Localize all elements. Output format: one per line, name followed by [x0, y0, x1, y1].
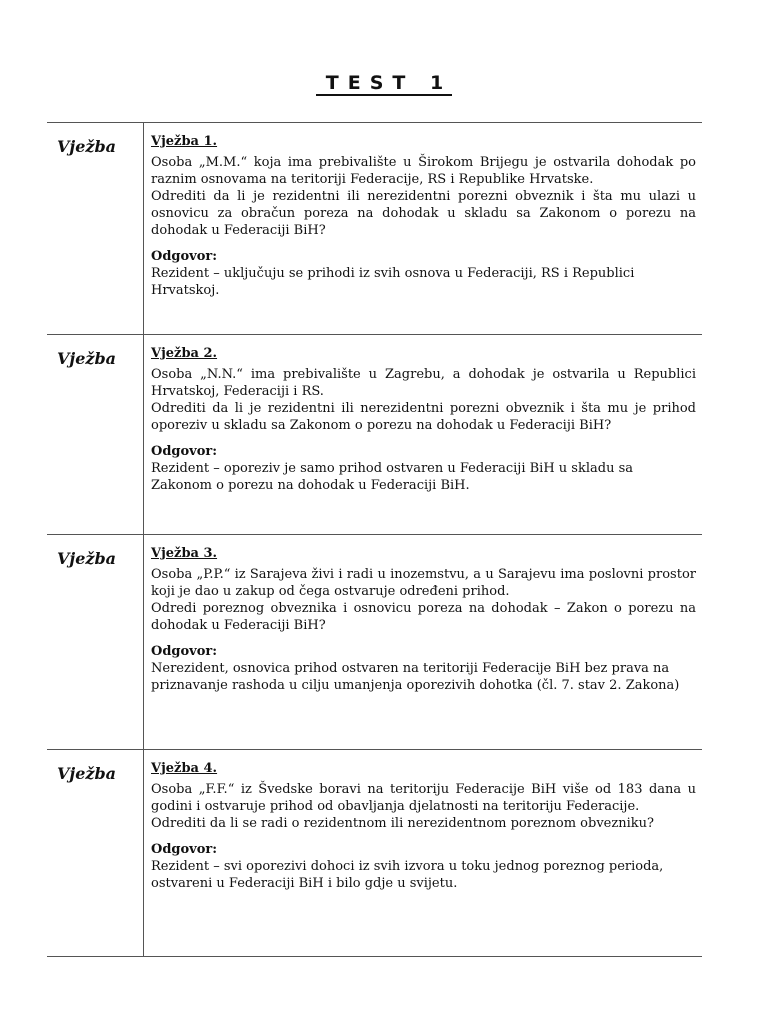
row-content-cell — [144, 750, 702, 956]
question-part-1: Osoba „N.N.“ ima prebivalište u Zagrebu, a dohodak je ostvarila u Republici Hrvatskoj, Federaciji i RS. — [151, 367, 696, 399]
row-label: Vježba — [57, 549, 117, 568]
exercise-table — [47, 122, 702, 957]
row-label: Vježba — [57, 764, 117, 783]
answer-block — [151, 643, 696, 694]
exercise-question — [151, 154, 696, 239]
page-title — [0, 70, 768, 96]
answer-text: Rezident – oporeziv je samo prihod ostvaren u Federaciji BiH u skladu sa Zakonom o porezu na dohodak u Federaciji BiH. — [151, 461, 634, 493]
page-title-text: TEST 1 — [316, 72, 452, 96]
row-label: Vježba — [57, 137, 117, 156]
row-label-cell — [47, 750, 144, 956]
answer-text: Nerezident, osnovica prihod ostvaren na teritoriji Federacije BiH bez prava na priznavanje rashoda u cilju umanjenja oporezivih dohotka (čl. 7. stav 2. Zakona) — [151, 661, 680, 693]
answer-label: Odgovor: — [151, 249, 218, 264]
question-part-1: Osoba „F.F.“ iz Švedske boravi na teritoriju Federacije BiH više od 183 dana u godini i ostvaruje prihod od obavljanja djelatnosti na teritoriju Federacije. — [151, 782, 696, 814]
answer-block — [151, 443, 696, 494]
exercise-row-3 — [47, 535, 702, 750]
exercise-title: Vježba 2. — [151, 346, 218, 361]
exercise-title: Vježba 4. — [151, 761, 218, 776]
row-content-cell — [144, 535, 702, 749]
exercise-title: Vježba 1. — [151, 134, 218, 149]
answer-label: Odgovor: — [151, 644, 218, 659]
row-label-cell — [47, 535, 144, 749]
row-content-cell — [144, 123, 702, 334]
exercise-row-1 — [47, 123, 702, 335]
row-label-cell — [47, 335, 144, 534]
question-part-1: Osoba „M.M.“ koja ima prebivalište u Širokom Brijegu je ostvarila dohodak po raznim osnovama na teritoriji Federacije, RS i Republike Hrvatske. — [151, 155, 696, 187]
answer-block — [151, 248, 696, 299]
row-label: Vježba — [57, 349, 117, 368]
exercise-question — [151, 781, 696, 832]
question-part-2: Odrediti da li se radi o rezidentnom ili nerezidentnom poreznom obvezniku? — [151, 816, 654, 831]
answer-label: Odgovor: — [151, 842, 218, 857]
question-part-2: Odrediti da li je rezidentni ili nerezidentni porezni obveznik i šta mu ulazi u osnovicu za obračun poreza na dohodak u skladu sa Zakonom o porezu na dohodak u Federaciji BiH? — [151, 189, 696, 238]
question-part-2: Odredi poreznog obveznika i osnovicu poreza na dohodak – Zakon o porezu na dohodak u Federaciji BiH? — [151, 601, 696, 633]
question-part-2: Odrediti da li je rezidentni ili nerezidentni porezni obveznik i šta mu je prihod oporeziv u skladu sa Zakonom o porezu na dohodak u Federaciji BiH? — [151, 401, 696, 433]
row-label-cell — [47, 123, 144, 334]
exercise-title: Vježba 3. — [151, 546, 218, 561]
row-content-cell — [144, 335, 702, 534]
exercise-row-2 — [47, 335, 702, 535]
answer-text: Rezident – svi oporezivi dohoci iz svih izvora u toku jednog poreznog perioda, ostvareni u Federaciji BiH i bilo gdje u svijetu. — [151, 859, 664, 891]
answer-block — [151, 841, 696, 892]
exercise-question — [151, 566, 696, 634]
exercise-question — [151, 366, 696, 434]
answer-text: Rezident – uključuju se prihodi iz svih osnova u Federaciji, RS i Republici Hrvatskoj. — [151, 266, 635, 298]
exercise-row-4 — [47, 750, 702, 957]
question-part-1: Osoba „P.P.“ iz Sarajeva živi i radi u inozemstvu, a u Sarajevu ima poslovni prostor koji je dao u zakup od čega ostvaruje određeni prihod. — [151, 567, 696, 599]
answer-label: Odgovor: — [151, 444, 218, 459]
